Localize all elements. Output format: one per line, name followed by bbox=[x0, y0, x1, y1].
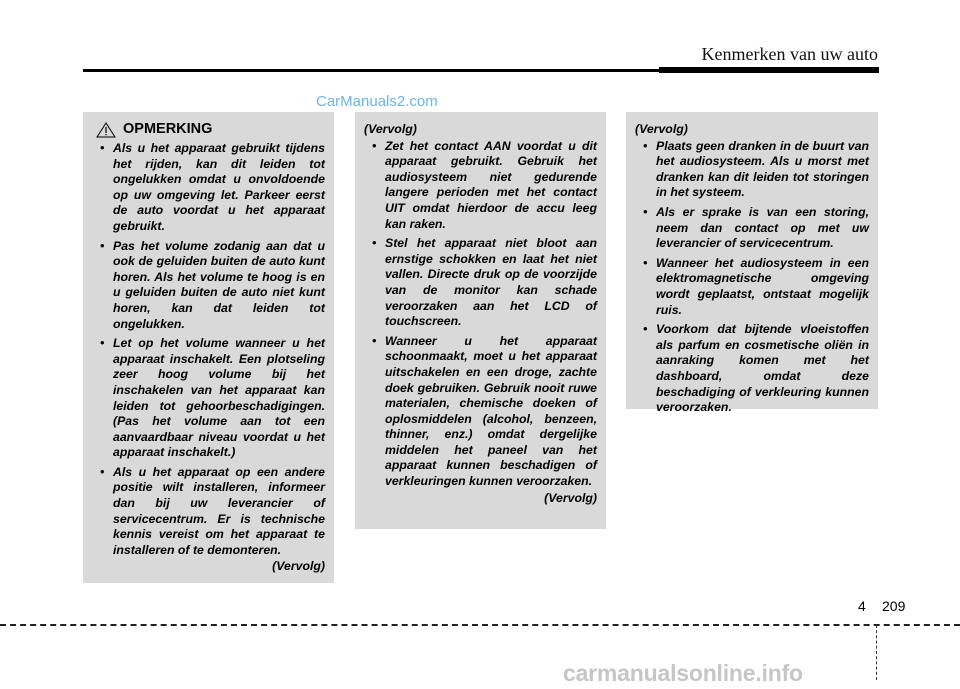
continued-panel bbox=[626, 112, 878, 415]
chapter-number: 4 bbox=[858, 598, 866, 614]
list-item: • Pas het volume zodanig aan dat u ook de geluiden buiten de auto kunt horen. Als het volume te hoog is en u geluiden buiten de auto niet kunt horen, kan dat leiden tot ongelukken. bbox=[100, 238, 325, 331]
watermark-top: CarManuals2.com bbox=[316, 93, 438, 110]
list-item: • Als er sprake is van een storing, neem dan contact op met uw leverancier of servicecentrum. bbox=[643, 204, 869, 251]
list-item: • Voorkom dat bijtende vloeistoffen als parfum en cosmetische oliën in aanraking komen met het dashboard, omdat deze beschadiging of verkleuring kunnen veroorzaken. bbox=[643, 322, 869, 415]
list-item: • Zet het contact AAN voordat u dit apparaat gebruikt. Gebruik het audiosysteem niet gedurende langere perioden met het contact UIT omdat hierdoor de accu leeg kan raken. bbox=[372, 138, 597, 231]
continued-panel bbox=[355, 112, 606, 529]
list-item: • Als u het apparaat op een andere positie wilt installeren, informeer dan bij uw leverancier of servicecentrum. Er is technische kennis vereist om het apparaat te installeren of te demonteren. bbox=[100, 464, 325, 557]
list-item: • Plaats geen dranken in de buurt van het audiosysteem. Als u morst met dranken kan dit leiden tot storingen in het systeem. bbox=[643, 138, 869, 200]
list-item: • Als u het apparaat gebruikt tijdens het rijden, kan dit leiden tot ongelukken omdat u onvoldoende op uw omgeving let. Parkeer eerst de auto voordat u het apparaat gebruikt. bbox=[100, 141, 325, 233]
notice-heading-text: OPMERKING bbox=[123, 121, 213, 138]
page-number: 209 bbox=[882, 598, 906, 614]
continued-top-label: (Vervolg) bbox=[364, 122, 417, 136]
footer-divider bbox=[876, 625, 877, 680]
list-item: • Wanneer het audiosysteem in een elektromagnetische omgeving wordt geplaatst, ontstaat mogelijk ruis. bbox=[643, 255, 869, 317]
list-item: • Wanneer u het apparaat schoonmaakt, moet u het apparaat uitschakelen en een droge, zachte doek gebruiken. Gebruik nooit ruwe materialen, chemische doeken of oplosmiddelen (alcohol, benzeen, thinner, enz.) omdat dergelijke middelen het paneel van het apparaat kunnen beschadigen of verkleuringen kunnen veroorzaken. bbox=[372, 333, 597, 489]
continued-top-label: (Vervolg) bbox=[635, 122, 688, 136]
notice-list bbox=[635, 139, 869, 416]
list-item: • Stel het apparaat niet bloot aan ernstige schokken en laat het niet vallen. Directe druk op de voorzijde van de monitor kan schade veroorzaken aan het LCD of touchscreen. bbox=[372, 236, 597, 329]
notice-panel bbox=[83, 112, 334, 583]
watermark-bottom: carmanualsonline.info bbox=[563, 660, 803, 686]
section-title: Kenmerken van uw auto bbox=[701, 44, 878, 64]
list-item: • Let op het volume wanneer u het apparaat inschakelt. Een plotseling zeer hoog volume bij het inschakelen van het apparaat kan leiden tot gehoorbeschadigingen. (Pas het volume aan tot een aanvaardbaar niveau voordat u het apparaat inschakelt.) bbox=[100, 336, 325, 460]
header-rule-accent bbox=[659, 67, 879, 73]
notice-list bbox=[364, 139, 597, 490]
footer-rule bbox=[0, 624, 960, 626]
notice-heading bbox=[96, 122, 325, 138]
warning-triangle-icon bbox=[96, 122, 116, 138]
notice-list bbox=[92, 141, 325, 558]
continued-label: (Vervolg) bbox=[544, 490, 597, 505]
continued-label: (Vervolg) bbox=[272, 559, 325, 574]
